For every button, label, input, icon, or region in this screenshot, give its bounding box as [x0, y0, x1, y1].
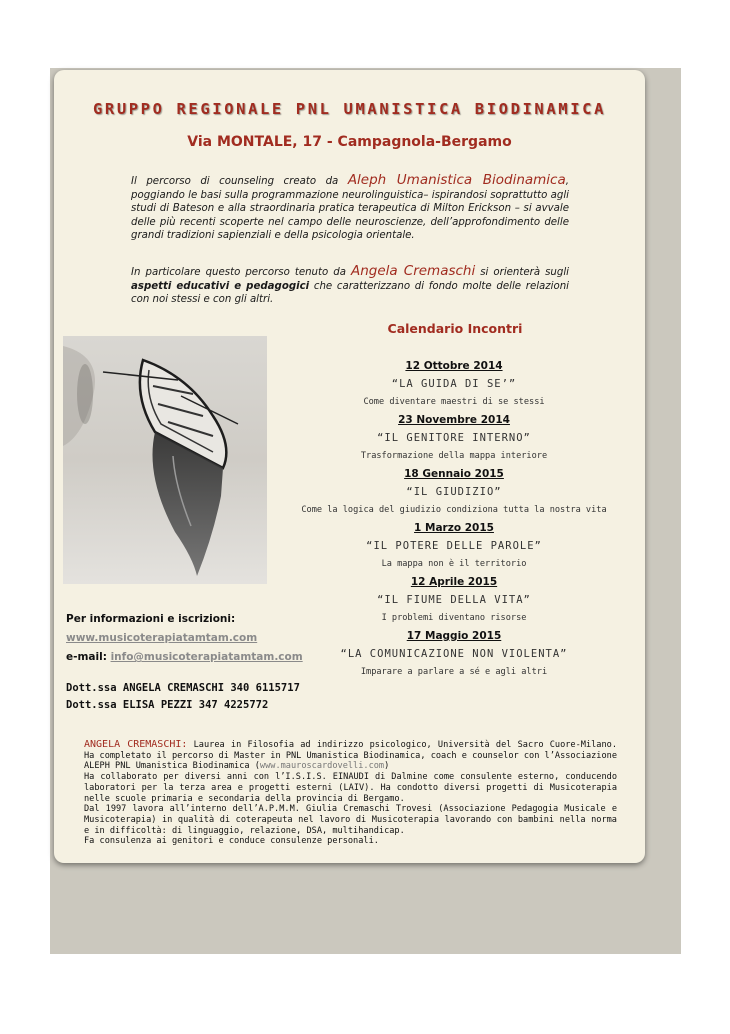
event-date: 17 Maggio 2015	[406, 630, 502, 642]
event-title: “LA GUIDA DI SE’”	[391, 378, 517, 390]
event-item	[300, 466, 608, 520]
events-list	[300, 358, 608, 682]
bio-text: Dal 1997 lavora all’interno dell’A.P.M.M. Giulia Cremaschi Trovesi (Associazione Pedagogia Musicale e Musicoterapia) in qualità di coterapeuta nel lavoro di Musicoterapia lavorando con bambini nella norma e in difficoltà: di linguaggio, relazione, DSA, multihandicap.	[84, 804, 617, 836]
website-link[interactable]: www.musicoterapiatamtam.com	[66, 632, 258, 644]
event-subtitle: Imparare a parlare a sé e agli altri	[360, 667, 548, 677]
intro-bold: aspetti educativi e pedagogici	[131, 280, 310, 292]
event-title: “IL GENITORE INTERNO”	[377, 432, 531, 444]
contact-line: Dott.ssa ELISA PEZZI 347 4225772	[66, 699, 269, 711]
bio-text: Ha collaborato per diversi anni con l’I.S.I.S. EINAUDI di Dalmine come consulente esterno, conducendo laboratori per la terza area e progetti esterni (LAIV). Ha condotto diversi progetti di Musicoterapia nelle scuole primaria e secondaria della provincia di Bergamo.	[84, 772, 617, 804]
info-block	[66, 610, 303, 667]
bio-website-link[interactable]: www.mauroscardovelli.com	[259, 761, 385, 772]
intro-text: , poggiando le basi sulla programmazione neurolinguistica– ispirandosi soprattutto agli studi di Bateson e alla straordinaria pratica terapeutica di Milton Erickson – si avvale delle più recenti scoperte nel campo delle neuroscienze, dell’approfondimento delle grandi tradizioni sapienziali e della psicologia orientale.	[131, 176, 569, 242]
event-subtitle: Trasformazione della mappa interiore	[360, 451, 548, 461]
email-link[interactable]: info@musicoterapiatamtam.com	[110, 651, 303, 663]
bio-text: Laurea in Filosofia ad indirizzo psicologico, Università del Sacro Cuore-Milano. Ha completato il percorso di Master in PNL Umanistica Biodinamica, coach e counselor con l’Associazione ALEPH PNL Umanistica Biodinamica (	[84, 740, 617, 772]
teacher-name: Angela Cremaschi	[351, 263, 476, 279]
calendar-title: Calendario Incontri	[387, 321, 523, 336]
bio-text: Fa consulenza ai genitori e conduce consulenze personali.	[84, 836, 379, 847]
event-date: 1 Marzo 2015	[414, 522, 494, 534]
bio-text: )	[384, 761, 390, 772]
event-subtitle: Come diventare maestri di se stessi	[363, 397, 545, 407]
intro-text: Il percorso di counseling creato da	[131, 176, 348, 187]
event-subtitle: Come la logica del giudizio condiziona tutta la nostra vita	[301, 505, 607, 515]
intro-text: si orienterà sugli	[475, 267, 569, 278]
event-item	[300, 520, 608, 574]
event-item	[300, 412, 608, 466]
event-date: 23 Novembre 2014	[398, 414, 510, 426]
email-label: e-mail:	[66, 651, 111, 663]
event-date: 12 Aprile 2015	[410, 576, 498, 588]
event-date: 18 Gennaio 2015	[404, 468, 504, 480]
address: Via MONTALE, 17 - Campagnola-Bergamo	[187, 134, 512, 150]
intro-text: che caratterizzano di fondo molte delle relazioni con noi stessi e con gli altri.	[131, 280, 569, 306]
event-title: “IL FIUME DELLA VITA”	[377, 594, 531, 606]
event-title: “IL GIUDIZIO”	[406, 486, 502, 498]
event-title: “IL POTERE DELLE PAROLE”	[366, 540, 542, 552]
intro-text: In particolare questo percorso tenuto da	[131, 267, 351, 278]
intro-paragraph-2	[131, 265, 569, 307]
contacts-block	[66, 680, 300, 714]
event-item	[300, 628, 608, 682]
info-label: Per informazioni e iscrizioni:	[66, 613, 236, 625]
event-item	[300, 358, 608, 412]
page-title: GRUPPO REGIONALE PNL UMANISTICA BIODINAMICA	[92, 100, 607, 118]
bio-block	[84, 740, 617, 847]
event-subtitle: I problemi diventano risorse	[381, 613, 527, 623]
brand-name: Aleph Umanistica Biodinamica	[347, 172, 566, 188]
event-subtitle: La mappa non è il territorio	[381, 559, 527, 569]
event-item	[300, 574, 608, 628]
boat-photo	[63, 336, 267, 584]
event-date: 12 Ottobre 2014	[405, 360, 503, 372]
event-title: “LA COMUNICAZIONE NON VIOLENTA”	[340, 648, 568, 660]
intro-paragraph-1	[131, 174, 569, 243]
contact-line: Dott.ssa ANGELA CREMASCHI 340 6115717	[66, 682, 300, 694]
bio-name: ANGELA CREMASCHI:	[84, 739, 188, 750]
